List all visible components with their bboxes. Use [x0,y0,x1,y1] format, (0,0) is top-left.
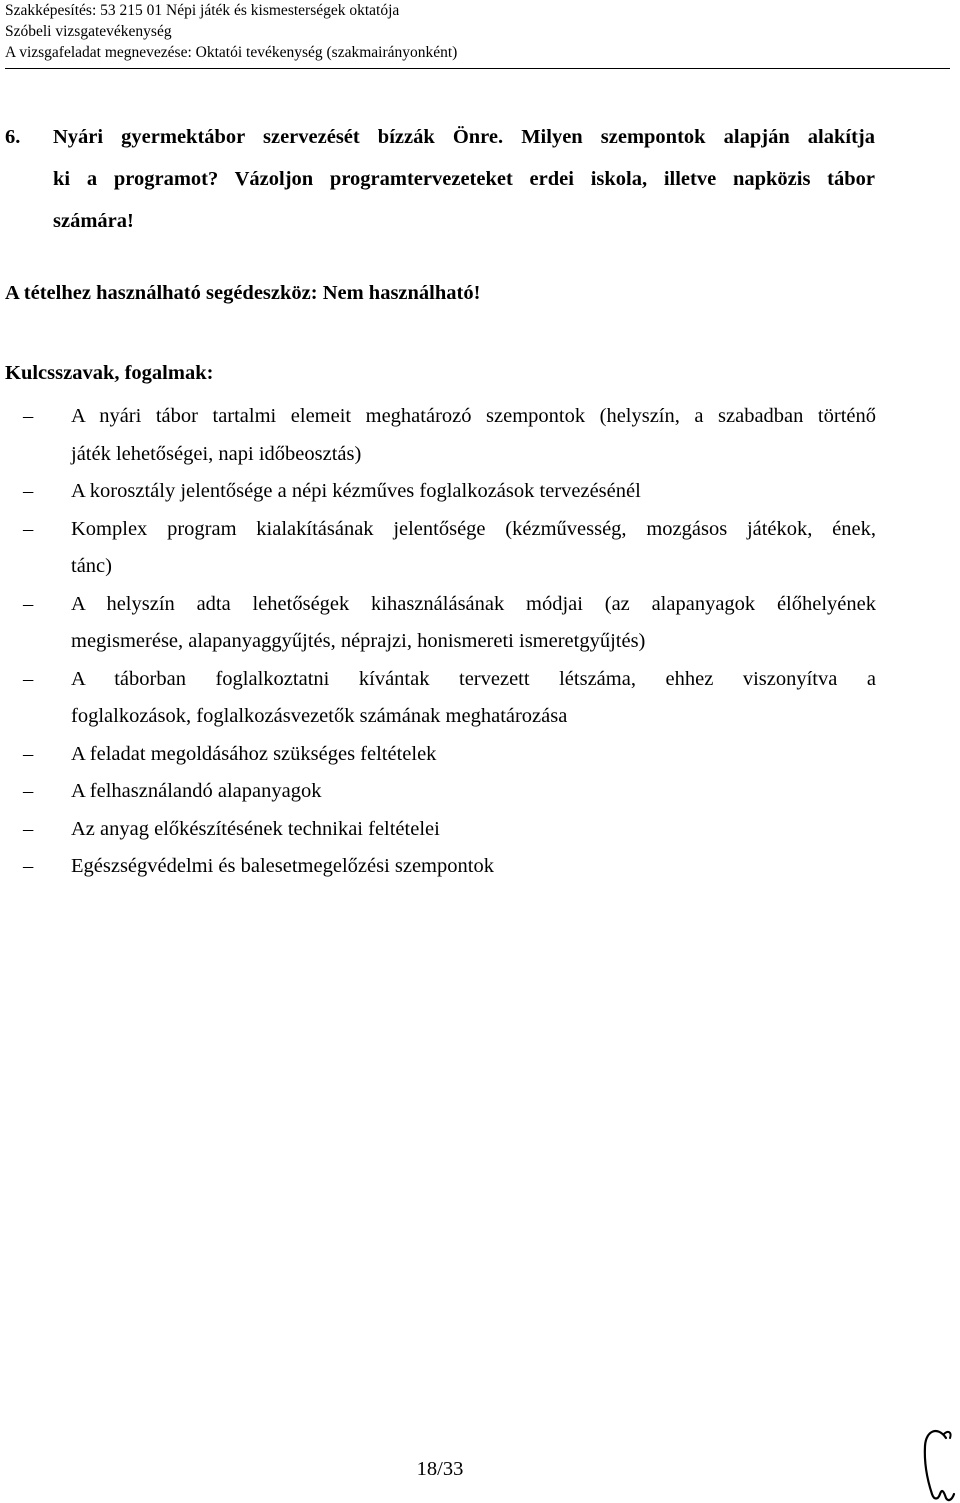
question-line: számára! [53,210,134,232]
dash-bullet: – [23,817,34,840]
keyword-line: A felhasználandó alapanyagok [71,780,322,802]
header-qualification: Szakképesítés: 53 215 01 Népi játék és kismesterségek oktatója [5,2,400,19]
dash-bullet: – [23,667,34,690]
dash-bullet: – [23,480,34,502]
list-item [23,811,876,849]
keyword-line: tánc) [71,555,112,577]
keyword-line: játék lehetőségei, napi időbeosztás) [71,442,362,465]
keyword-line: A nyári tábor tartalmi elemeit meghatározó szempontok (helyszín, a szabadban történő [71,405,876,427]
keyword-line: Egészségvédelmi és balesetmegelőzési szempontok [71,855,494,877]
question-line: ki a programot? Vázoljon programtervezeteket erdei iskola, illetve napközis tábor [53,168,875,190]
question-number: 6. [5,126,21,148]
list-item [23,848,876,886]
list-item [23,586,876,661]
page-header [5,0,945,63]
list-item [23,736,876,774]
keyword-line: megismerése, alapanyaggyűjtés, néprajzi, honismereti ismeretgyűjtés) [71,630,646,652]
dash-bullet: – [23,855,34,877]
list-item [23,661,876,736]
question-text [53,116,875,242]
list-item [23,511,876,586]
dash-bullet: – [23,742,34,765]
list-item [23,473,876,511]
dash-bullet: – [23,592,34,615]
dash-bullet: – [23,405,34,427]
question-block [5,116,875,242]
header-exam-type: Szóbeli vizsgatevékenység [5,23,172,40]
keywords-heading: Kulcsszavak, fogalmak: [5,362,214,384]
list-item [23,773,876,811]
dash-bullet: – [23,780,34,802]
keyword-line: A korosztály jelentősége a népi kézműves foglalkozások tervezésénél [71,480,641,502]
keyword-line: Komplex program kialakításának jelentősége (kézművesség, mozgásos játékok, ének, [71,517,876,540]
page-number: 18/33 [416,1458,464,1480]
allowed-aids: A tételhez használható segédeszköz: Nem használható! [5,282,481,304]
header-divider [5,68,950,69]
keyword-line: A feladat megoldásához szükséges feltételek [71,742,437,765]
list-item [23,398,876,473]
question-line: Nyári gyermektábor szervezését bízzák Önre. Milyen szempontok alapján alakítja [53,126,875,148]
header-task-name: A vizsgafeladat megnevezése: Oktatói tevékenység (szakmairányonként) [5,44,458,61]
keyword-line: A táborban foglalkoztatni kívántak tervezett létszáma, ehhez viszonyítva a [71,667,876,690]
keyword-line: Az anyag előkészítésének technikai feltételei [71,817,440,840]
dash-bullet: – [23,517,34,540]
keyword-line: foglalkozások, foglalkozásvezetők számának meghatározása [71,705,568,727]
keywords-list [23,398,876,886]
signature-mark [916,1420,960,1503]
keyword-line: A helyszín adta lehetőségek kihasználásának módjai (az alapanyagok élőhelyének [71,592,876,615]
